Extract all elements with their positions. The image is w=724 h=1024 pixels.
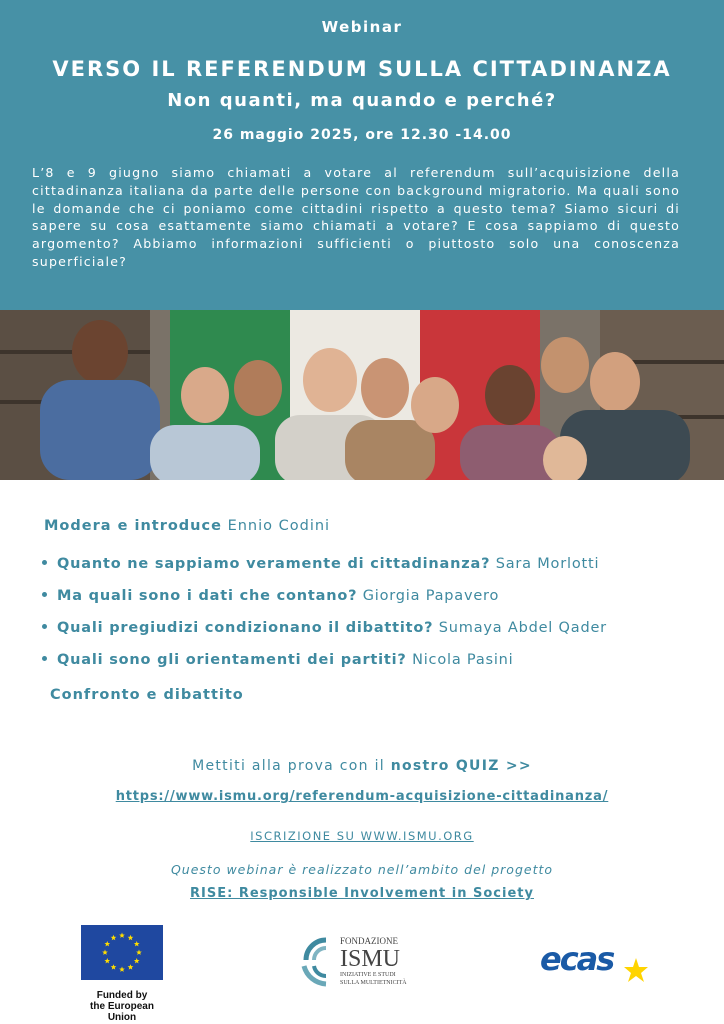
moderator-label: Modera e introduce bbox=[44, 518, 222, 534]
topic-question: Quali sono gli orientamenti dei partiti? bbox=[57, 652, 407, 668]
topic-speaker: Sumaya Abdel Qader bbox=[438, 620, 607, 636]
group-photo-illustration bbox=[0, 310, 724, 480]
ismu-line-4: SULLA MULTIETNICITÀ bbox=[340, 980, 407, 986]
ismu-line-3: INIZIATIVE E STUDI bbox=[340, 972, 396, 978]
list-item bbox=[42, 652, 607, 684]
bullet-icon bbox=[42, 592, 47, 597]
quiz-line bbox=[0, 758, 724, 774]
event-kicker: Webinar bbox=[321, 18, 403, 36]
moderator-line bbox=[44, 518, 330, 534]
topic-speaker: Giorgia Papavero bbox=[362, 588, 500, 604]
eu-flag-icon bbox=[81, 925, 163, 980]
bullet-icon bbox=[42, 624, 47, 629]
ismu-line-2: ISMU bbox=[340, 946, 401, 972]
closing-session: Confronto e dibattito bbox=[50, 687, 244, 703]
list-item bbox=[42, 620, 607, 652]
bullet-icon bbox=[42, 656, 47, 661]
eu-line-1: Funded by bbox=[96, 990, 148, 1001]
list-item bbox=[42, 556, 607, 588]
project-note: Questo webinar è realizzato nell’ambito del progetto bbox=[170, 862, 554, 877]
list-item bbox=[42, 588, 607, 620]
ecas-logo bbox=[540, 934, 660, 994]
quiz-prefix: Mettiti alla prova con il bbox=[192, 758, 385, 774]
quiz-link-label[interactable]: nostro QUIZ >> bbox=[390, 758, 532, 774]
topic-question: Ma quali sono i dati che contano? bbox=[57, 588, 358, 604]
event-date: 26 maggio 2025, ore 12.30 -14.00 bbox=[212, 127, 512, 143]
star-icon bbox=[624, 958, 648, 982]
ecas-wordmark-icon bbox=[540, 934, 660, 994]
topic-question: Quanto ne sappiamo veramente di cittadinanza? bbox=[57, 556, 491, 572]
event-intro: L’8 e 9 giugno siamo chiamati a votare al referendum sull’acquisizione della cittadinanza italiana da parte delle persone con background migratorio. Ma quali sono le domande che ci poniamo come cittadini rispetto a questo tema? Siamo sicuri di sapere su cosa esattamente siamo chiamati a votare? E cosa sappiamo di questo argomento? Abbiamo informazioni sufficienti o piuttosto solo una conoscenza superficiale? bbox=[32, 165, 680, 269]
group-photo bbox=[0, 310, 724, 480]
topics-list bbox=[42, 556, 607, 684]
ismu-emblem-icon bbox=[296, 930, 426, 990]
moderator-name: Ennio Codini bbox=[227, 518, 331, 534]
registration-link[interactable]: ISCRIZIONE SU WWW.ISMU.ORG bbox=[250, 829, 474, 843]
topic-question: Quali pregiudizi condizionano il dibattito? bbox=[57, 620, 434, 636]
event-subtitle: Non quanti, ma quando e perché? bbox=[167, 90, 557, 111]
topic-speaker: Sara Morlotti bbox=[495, 556, 600, 572]
eu-line-2: the European Union bbox=[90, 1001, 154, 1023]
ismu-line-1: FONDAZIONE bbox=[340, 936, 398, 946]
topic-speaker: Nicola Pasini bbox=[412, 652, 514, 668]
header-banner bbox=[0, 0, 724, 310]
event-title: VERSO IL REFERENDUM SULLA CITTADINANZA bbox=[52, 57, 672, 81]
bullet-icon bbox=[42, 560, 47, 565]
eu-funding-text bbox=[76, 990, 168, 1023]
ecas-wordmark: ecas bbox=[540, 940, 614, 978]
project-name-link[interactable]: RISE: Responsible Involvement in Society bbox=[190, 886, 534, 901]
ismu-logo bbox=[296, 930, 426, 990]
quiz-url-link[interactable]: https://www.ismu.org/referendum-acquisizione-cittadinanza/ bbox=[115, 789, 609, 804]
eu-logo bbox=[76, 925, 168, 1023]
